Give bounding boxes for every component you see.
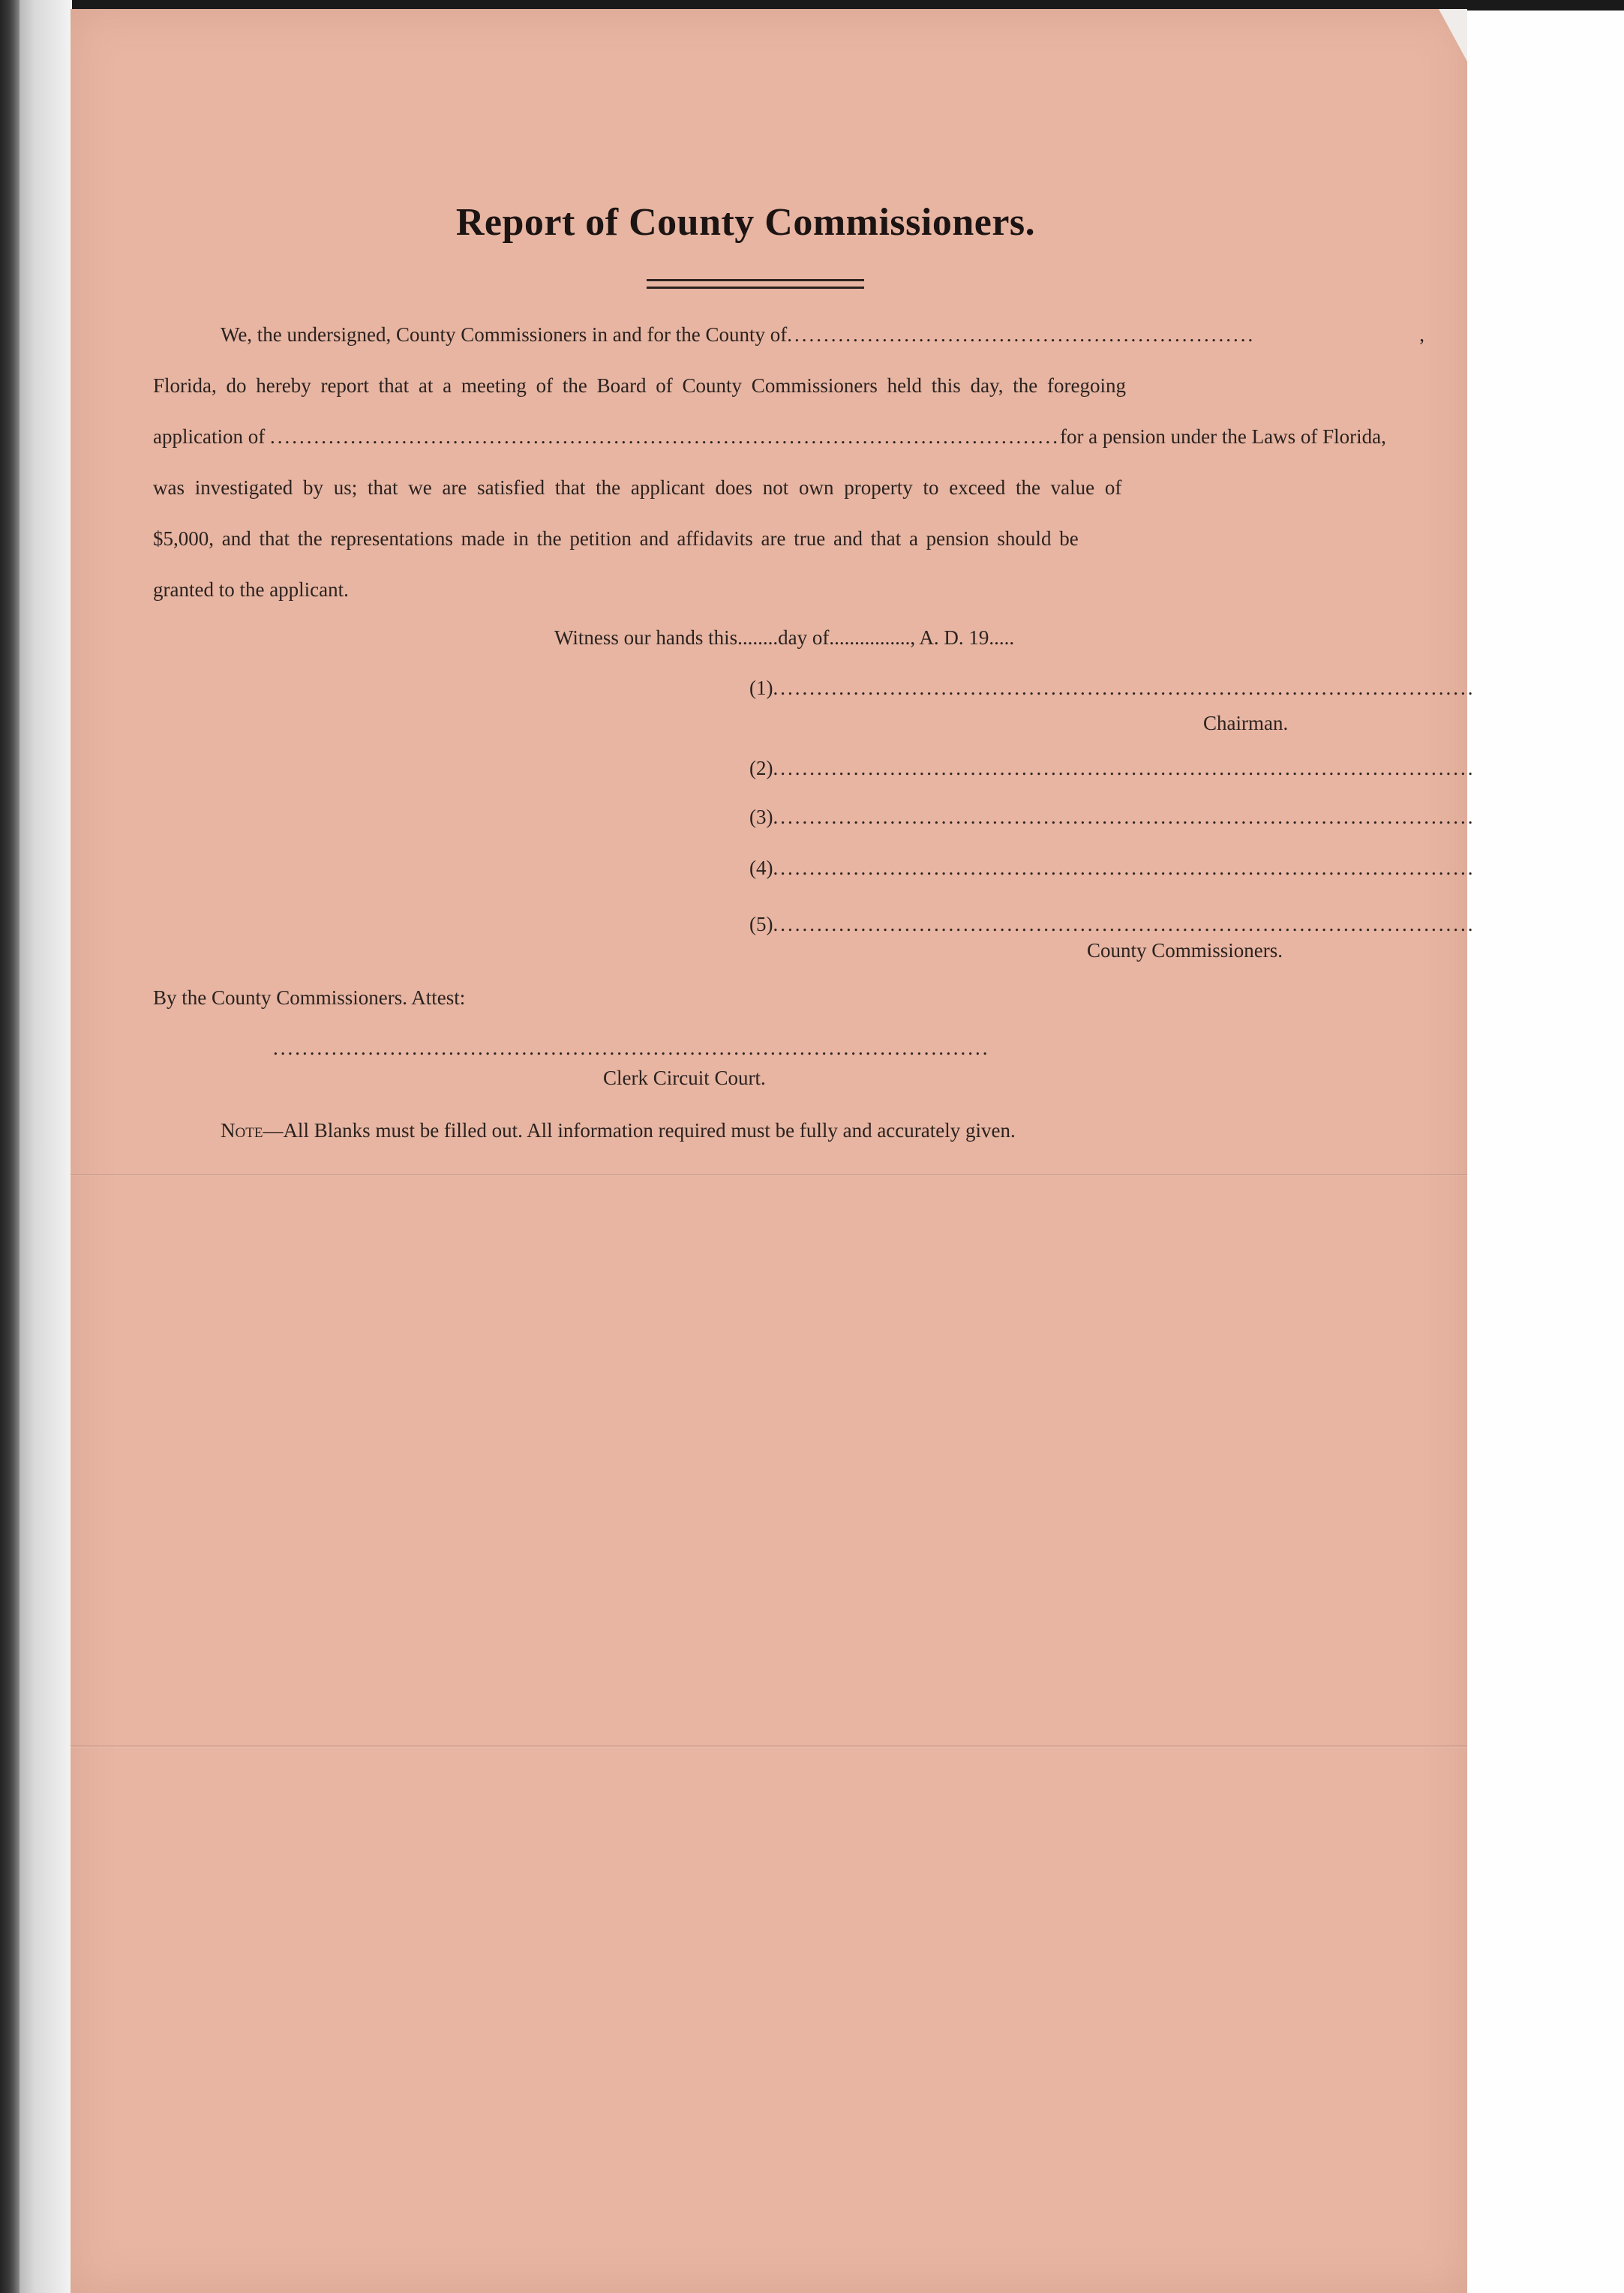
- witness-line[interactable]: Witness our hands this........day of................, A. D. 19.....: [554, 626, 1015, 649]
- commissioners-label: County Commissioners.: [1087, 939, 1283, 962]
- paragraph-line: [153, 309, 1424, 360]
- form-note: [221, 1119, 1016, 1142]
- chairman-label: Chairman.: [1203, 712, 1289, 734]
- applicant-name-blank[interactable]: ............................................................................................................: [269, 425, 1060, 448]
- signature-line-5[interactable]: [749, 913, 1475, 936]
- clerk-label: Clerk Circuit Court.: [603, 1067, 766, 1089]
- signature-line-3[interactable]: [749, 806, 1475, 829]
- line-text: Florida, do hereby report that at a meeting of the Board of County Commissioners held this day, the foregoing: [153, 374, 1127, 397]
- line-text: for a pension under the Laws of Florida,: [1059, 425, 1386, 448]
- attest-label: By the County Commissioners. Attest:: [153, 986, 466, 1009]
- signature-blank[interactable]: ................................................................................................: [773, 806, 1475, 828]
- paragraph-line: [153, 462, 1357, 513]
- signature-number: (4): [749, 857, 773, 879]
- signature-blank[interactable]: ................................................................................................: [773, 857, 1475, 879]
- binder-edge: [0, 0, 20, 2293]
- paragraph-line: [153, 564, 1357, 615]
- binder-shadow: [20, 0, 72, 2293]
- signature-number: (1): [749, 677, 773, 699]
- note-text: —All Blanks must be filled out. All information required must be fully and accurately given.: [263, 1119, 1016, 1142]
- signature-number: (2): [749, 757, 773, 779]
- fold-crease: [71, 1745, 1467, 1748]
- signature-number: (3): [749, 806, 773, 828]
- report-paragraph: [153, 309, 1424, 615]
- clerk-signature-blank[interactable]: ..................................................................................................: [273, 1037, 990, 1059]
- paragraph-line: [153, 513, 1357, 564]
- form-title: Report of County Commissioners.: [455, 201, 1036, 244]
- title-rule: [647, 279, 864, 281]
- line-text: $5,000, and that the representations made in the petition and affidavits are true and that a pension should be: [153, 527, 1079, 550]
- paragraph-line: [153, 360, 1357, 411]
- paragraph-line: [153, 411, 1386, 462]
- county-blank[interactable]: ................................................................: [787, 323, 1256, 346]
- signature-number: (5): [749, 913, 773, 935]
- signature-blank[interactable]: ................................................................................................: [773, 677, 1475, 699]
- note-prefix: Note: [221, 1119, 263, 1142]
- line-text: application of: [153, 425, 270, 448]
- line-text: granted to the applicant.: [153, 578, 349, 601]
- line-text: We, the undersigned, County Commissioners in and for the County of: [221, 323, 788, 346]
- report-form: [71, 9, 1475, 1209]
- title-rule: [647, 287, 864, 289]
- signature-line-1[interactable]: [749, 677, 1475, 700]
- line-end: ,: [1419, 323, 1424, 346]
- signature-blank[interactable]: ................................................................................................: [773, 757, 1475, 779]
- signature-blank[interactable]: ................................................................................................: [773, 913, 1475, 935]
- line-text: was investigated by us; that we are satisfied that the applicant does not own property to exceed the value of: [153, 476, 1122, 499]
- signature-line-4[interactable]: [749, 857, 1475, 880]
- signature-line-2[interactable]: [749, 757, 1475, 780]
